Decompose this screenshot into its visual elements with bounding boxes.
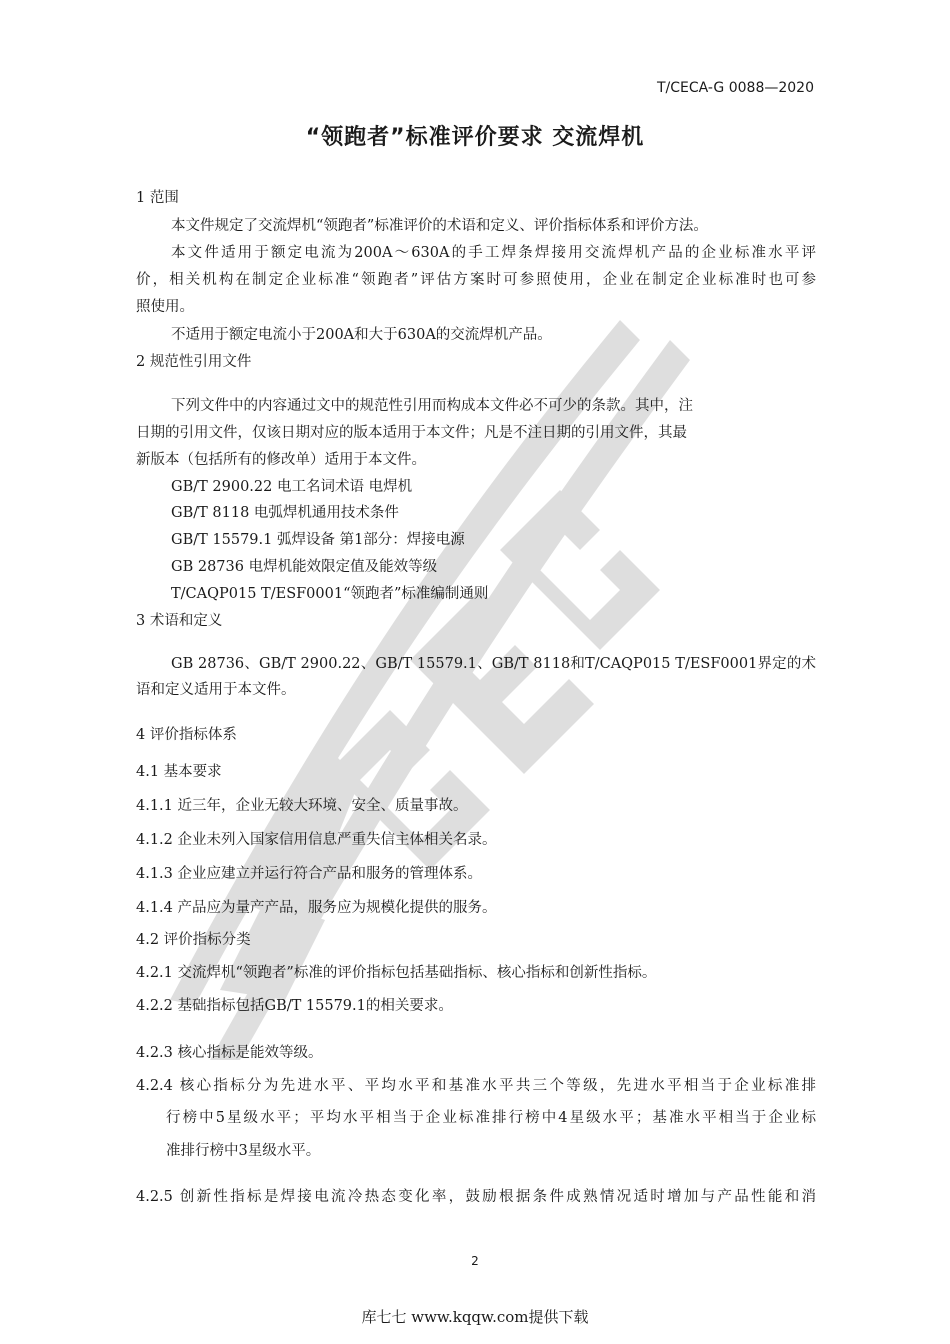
clause-line: 4.1.3 企业应建立并运行符合产品和服务的管理体系。 [136,866,483,882]
section-heading-terms: 3 术语和定义 [136,613,223,629]
subsection-heading: 4.1 基本要求 [136,764,222,780]
reference-item: T/CAQP015 T/ESF0001“领跑者”标准编制通则 [171,586,489,602]
document-code: T/CECA-G 0088—2020 [656,80,814,96]
paragraph-line: 日期的引用文件，仅该日期对应的版本适用于本文件；凡是不注日期的引用文件，其最 [136,425,687,441]
clause-line: 4.2.1 交流焊机“领跑者”标准的评价指标包括基础指标、核心指标和创新性指标。 [136,965,657,981]
section-heading-indicators: 4 评价指标体系 [136,727,237,743]
clause-line: 4.1.2 企业未列入国家信用信息严重失信主体相关名录。 [136,832,497,848]
paragraph-line: 本文件适用于额定电流为200A～630A的手工焊条焊接用交流焊机产品的企业标准水平评 [171,245,816,261]
clause-line: 4.1.4 产品应为量产产品，服务应为规模化提供的服务。 [136,900,497,916]
reference-item: GB/T 8118 电弧焊机通用技术条件 [171,505,399,521]
paragraph-line: 新版本（包括所有的修改单）适用于本文件。 [136,452,426,468]
clause-line: 4.2.3 核心指标是能效等级。 [136,1045,323,1061]
page-number: 2 [471,1254,479,1268]
paragraph-line: 下列文件中的内容通过文中的规范性引用而构成本文件必不可少的条款。其中，注 [171,398,693,414]
subsection-heading: 4.2 评价指标分类 [136,932,251,948]
clause-line: 行榜中5星级水平；平均水平相当于企业标准排行榜中4星级水平；基准水平相当于企业标 [166,1110,816,1126]
section-heading-scope: 1 范围 [136,190,179,206]
clause-line: 4.2.4 核心指标分为先进水平、平均水平和基准水平共三个等级，先进水平相当于企业标准排 [136,1078,816,1094]
paragraph-line: 语和定义适用于本文件。 [136,682,296,698]
paragraph-line: 不适用于额定电流小于200A和大于630A的交流焊机产品。 [171,327,552,343]
reference-item: GB/T 15579.1 弧焊设备 第1部分：焊接电源 [171,532,465,548]
clause-line: 准排行榜中3星级水平。 [166,1143,321,1159]
paragraph-line: GB 28736、GB/T 2900.22、GB/T 15579.1、GB/T 8118和T/CAQP015 T/ESF0001界定的术 [171,656,816,672]
clause-line: 4.2.2 基础指标包括GB/T 15579.1的相关要求。 [136,998,453,1014]
reference-item: GB 28736 电焊机能效限定值及能效等级 [171,559,438,575]
paragraph-line: 价，相关机构在制定企业标准“领跑者”评估方案时可参照使用，企业在制定企业标准时也可参 [136,272,816,288]
paragraph-line: 照使用。 [136,299,194,315]
download-footer: 库七七 www.kqqw.com提供下载 [361,1308,589,1326]
clause-line: 4.2.5 创新性指标是焊接电流冷热态变化率，鼓励根据条件成熟情况适时增加与产品性能和消 [136,1189,816,1205]
clause-line: 4.1.1 近三年，企业无较大环境、安全、质量事故。 [136,798,468,814]
section-heading-references: 2 规范性引用文件 [136,354,252,370]
document-title: “领跑者”标准评价要求 交流焊机 [305,125,645,150]
paragraph-line: 本文件规定了交流焊机“领跑者”标准评价的术语和定义、评价指标体系和评价方法。 [171,218,708,234]
reference-item: GB/T 2900.22 电工名词术语 电焊机 [171,479,413,495]
